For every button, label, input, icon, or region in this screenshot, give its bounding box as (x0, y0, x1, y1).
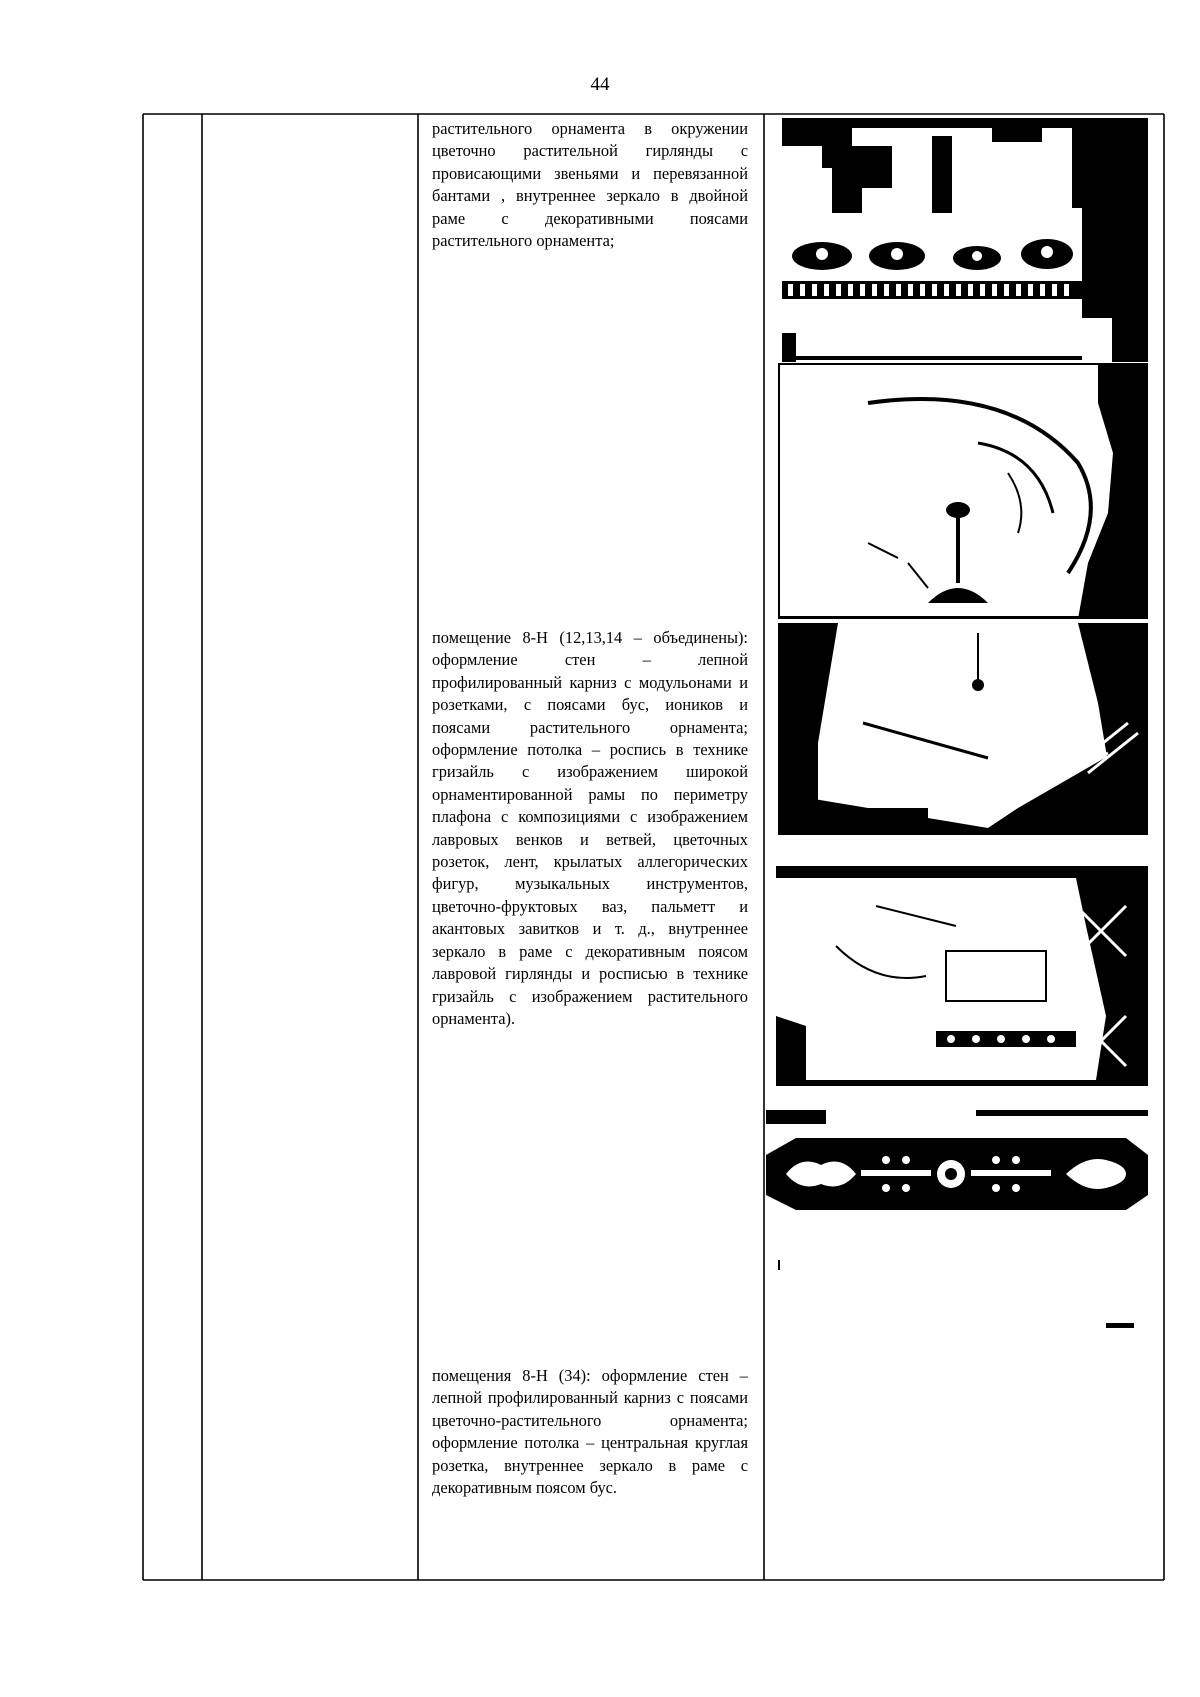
row-1-description: растительного орнамента в окружении цветочно растительной гирлянды с провисающими звеньями и перевязанной бантами , внутреннее зеркало в двойной раме с декоративными поясами растительного орнамента; (432, 119, 748, 251)
page-number: 44 (590, 74, 610, 95)
ceiling-corner-photo (778, 623, 1148, 835)
painted-frame-photo (776, 866, 1148, 1088)
ceiling-chandelier-photo (778, 363, 1148, 619)
row-3-description: помещения 8-Н (34): оформление стен – лепной профилированный карниз с поясами цветочно-растительного орнамента; оформление потолка – центральная круглая розетка, внутреннее зеркало в раме с декоративным поясом бус. (432, 1366, 748, 1498)
cornice-rosettes-photo (782, 118, 1148, 362)
ornament-band-photo (766, 1110, 1148, 1360)
row-2-description: помещение 8-Н (12,13,14 – объединены): оформление стен – лепной профилированный карниз с модульонами и розетками, с поясами бус, иоников и поясами растительного орнамента; оформление потолка – роспись в технике гризайль с изображением широкой орнаментированной рамы по периметру плафона с композициями с изображением лавровых венков и ветвей, цветочных розеток, лент, крылатых аллегорических фигур, музыкальных инструментов, цветочно-фруктовых ваз, пальметт и акантовых завитков и т. д., внутреннее зеркало в раме с декоративным поясом лавровой гирлянды и росписью в технике гризайль с изображением растительного орнамента). (432, 628, 748, 1028)
